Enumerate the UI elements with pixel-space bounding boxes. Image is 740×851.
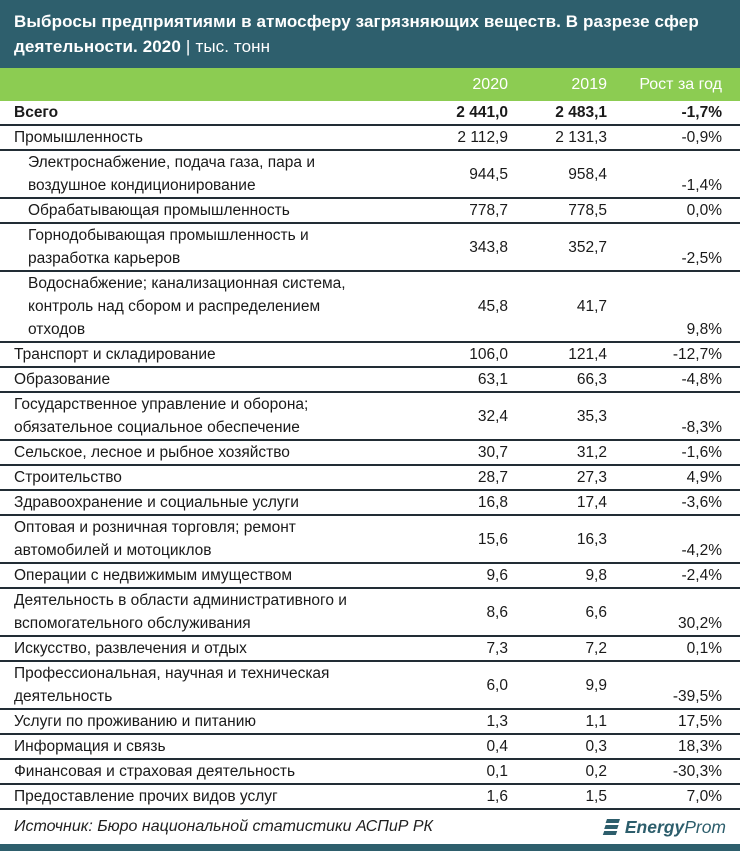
growth-value: -1,7% — [681, 104, 722, 121]
table-row — [0, 491, 740, 516]
value-2019: 27,3 — [576, 469, 607, 486]
energyprom-logo-icon — [599, 818, 621, 837]
row-label: Оптовая и розничная торговля; ремонт автомобилей и мотоциклов — [14, 519, 296, 559]
table-row — [0, 368, 740, 393]
table-row — [0, 343, 740, 368]
row-label: Государственное управление и оборона; обязательное социальное обеспечение — [14, 396, 309, 436]
row-label-cell — [14, 491, 413, 514]
value-2019: 2 483,1 — [555, 104, 607, 121]
column-header-2019: 2019 — [571, 75, 607, 93]
row-label: Горнодобывающая промышленность и разработка карьеров — [28, 227, 309, 267]
growth-value: -39,5% — [672, 688, 722, 705]
row-label: Водоснабжение; канализационная система, контроль над сбором и распределением отходов — [28, 275, 346, 338]
row-label-cell — [14, 272, 413, 341]
row-label-cell — [14, 516, 413, 562]
logo-text-prom: Prom — [684, 816, 726, 837]
row-label-cell — [14, 199, 413, 222]
row-label: Информация и связь — [14, 738, 166, 755]
growth-value: 30,2% — [678, 615, 722, 632]
row-label: Электроснабжение, подача газа, пара и воздушное кондиционирование — [28, 154, 315, 194]
table-row — [0, 735, 740, 760]
table-row — [0, 272, 740, 343]
table-row — [0, 564, 740, 589]
row-label: Образование — [14, 371, 111, 388]
table-row — [0, 224, 740, 272]
title-block — [0, 0, 740, 68]
row-label-cell — [14, 637, 413, 660]
value-2019: 6,6 — [585, 603, 607, 621]
row-label: Услуги по проживанию и питанию — [14, 713, 257, 730]
energyprom-logo-text — [625, 817, 726, 838]
growth-value: -0,9% — [681, 129, 722, 146]
row-label-cell — [14, 785, 413, 808]
row-label-cell — [14, 760, 413, 783]
logo-text-energy: Energy — [624, 816, 685, 837]
value-2020: 8,6 — [486, 603, 508, 621]
row-label: Промышленность — [14, 129, 143, 146]
value-2020: 16,8 — [477, 494, 508, 511]
table-row — [0, 393, 740, 441]
row-label: Искусство, развлечения и отдых — [14, 640, 247, 657]
row-label: Здравоохранение и социальные услуги — [14, 494, 299, 511]
value-2019: 17,4 — [576, 494, 607, 511]
growth-value: 9,8% — [686, 321, 722, 338]
row-label-cell — [14, 589, 413, 635]
value-2020: 106,0 — [469, 346, 508, 363]
value-2019: 2 131,3 — [555, 129, 607, 146]
value-2019: 16,3 — [576, 530, 607, 548]
energyprom-logo — [599, 817, 726, 838]
table-row — [0, 466, 740, 491]
row-label: Строительство — [14, 469, 122, 486]
value-2019: 7,2 — [585, 640, 607, 657]
growth-value: -12,7% — [672, 346, 722, 363]
table-row — [0, 516, 740, 564]
row-label: Финансовая и страховая деятельность — [14, 763, 296, 780]
value-2020: 45,8 — [477, 298, 508, 315]
value-2020: 2 441,0 — [456, 104, 508, 121]
row-label: Всего — [14, 104, 59, 121]
value-2020: 1,3 — [486, 713, 508, 730]
growth-value: -4,2% — [681, 542, 722, 559]
value-2020: 63,1 — [477, 371, 508, 388]
row-label-cell — [14, 368, 413, 391]
value-2020: 9,6 — [486, 567, 508, 584]
row-label: Транспорт и складирование — [14, 346, 216, 363]
value-2019: 1,1 — [585, 713, 607, 730]
table-row — [0, 441, 740, 466]
growth-value: -4,8% — [681, 371, 722, 388]
row-label: Предоставление прочих видов услуг — [14, 788, 278, 805]
table-row — [0, 760, 740, 785]
value-2019: 1,5 — [585, 788, 607, 805]
value-2019: 9,9 — [585, 676, 607, 694]
growth-value: -2,4% — [681, 567, 722, 584]
value-2020: 6,0 — [486, 676, 508, 694]
table-row — [0, 151, 740, 199]
row-label-cell — [14, 441, 413, 464]
table-row — [0, 785, 740, 810]
growth-value: -2,5% — [681, 250, 722, 267]
table-row — [0, 637, 740, 662]
value-2020: 0,1 — [486, 763, 508, 780]
value-2020: 32,4 — [477, 407, 508, 425]
row-label-cell — [14, 710, 413, 733]
table-body — [0, 101, 740, 810]
row-label: Сельское, лесное и рыбное хозяйство — [14, 444, 290, 461]
value-2020: 0,4 — [486, 738, 508, 755]
value-2019: 958,4 — [568, 165, 607, 183]
title-separator: | — [185, 37, 191, 56]
row-label: Профессиональная, научная и техническая деятельность — [14, 665, 330, 705]
growth-value: 0,0% — [686, 202, 722, 219]
growth-value: -3,6% — [681, 494, 722, 511]
value-2019: 121,4 — [568, 346, 607, 363]
source-note: Источник: Бюро национальной статистики АСПиР РК — [14, 818, 433, 835]
row-label-cell — [14, 564, 413, 587]
row-label-cell — [14, 343, 413, 366]
growth-value: 4,9% — [686, 469, 722, 486]
row-label-cell — [14, 735, 413, 758]
value-2020: 2 112,9 — [457, 129, 508, 146]
value-2020: 28,7 — [477, 469, 508, 486]
value-2019: 9,8 — [585, 567, 607, 584]
table-row — [0, 101, 740, 126]
column-header-2020: 2020 — [472, 75, 508, 93]
value-2019: 0,2 — [585, 763, 607, 780]
row-label-cell — [14, 466, 413, 489]
value-2019: 66,3 — [576, 371, 607, 388]
unit-label: тыс. тонн — [195, 37, 271, 56]
value-2020: 7,3 — [486, 640, 508, 657]
growth-value: -8,3% — [681, 419, 722, 436]
growth-value: 0,1% — [686, 640, 722, 657]
value-2020: 343,8 — [469, 238, 508, 256]
table-row — [0, 589, 740, 637]
table-row — [0, 199, 740, 224]
value-2019: 41,7 — [576, 298, 607, 315]
value-2019: 778,5 — [568, 202, 607, 219]
value-2019: 352,7 — [568, 238, 607, 256]
footer — [0, 810, 740, 844]
row-label-cell — [14, 126, 413, 149]
column-header-row — [0, 68, 740, 101]
growth-value: 7,0% — [686, 788, 722, 805]
growth-value: 18,3% — [678, 738, 722, 755]
row-label: Деятельность в области административного и вспомогательного обслуживания — [14, 592, 347, 632]
value-2020: 1,6 — [486, 788, 508, 805]
row-label-cell — [14, 662, 413, 708]
row-label-cell — [14, 101, 413, 124]
value-2020: 30,7 — [477, 444, 508, 461]
row-label-cell — [14, 393, 413, 439]
growth-value: 17,5% — [678, 713, 722, 730]
growth-value: -30,3% — [672, 763, 722, 780]
value-2020: 944,5 — [469, 165, 508, 183]
table-row — [0, 126, 740, 151]
row-label: Обрабатывающая промышленность — [28, 202, 290, 219]
chart-title: Выбросы предприятиями в атмосферу загрязняющих веществ. В разрезе сфер деятельности. 2020 — [14, 12, 699, 56]
row-label-cell — [14, 224, 413, 270]
row-label-cell — [14, 151, 413, 197]
value-2019: 31,2 — [576, 444, 607, 461]
value-2020: 778,7 — [469, 202, 508, 219]
bottom-accent-bar — [0, 844, 740, 851]
table-row — [0, 662, 740, 710]
row-label: Операции с недвижимым имуществом — [14, 567, 293, 584]
value-2019: 35,3 — [576, 407, 607, 425]
value-2019: 0,3 — [585, 738, 607, 755]
value-2020: 15,6 — [477, 530, 508, 548]
growth-value: -1,4% — [681, 177, 722, 194]
column-header-growth: Рост за год — [639, 75, 722, 93]
table-row — [0, 710, 740, 735]
growth-value: -1,6% — [681, 444, 722, 461]
